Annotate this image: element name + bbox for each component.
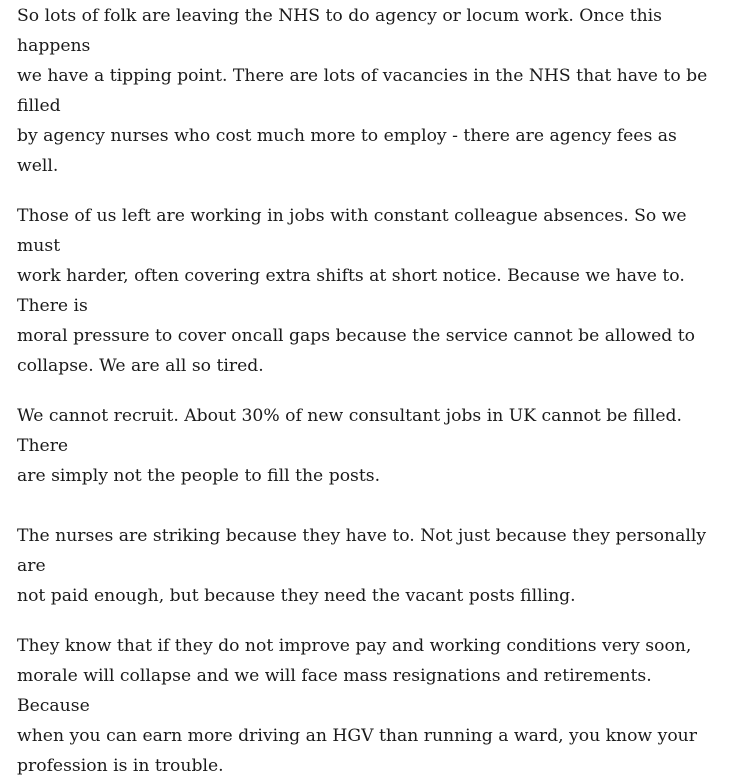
paragraph-pay-conditions: They know that if they do not improve pay and working conditions very soon, morale will collapse and we will face mass resignations and retirements. Because when you can earn more driving an HGV than running a ward, you know your profession is in trouble. — [17, 636, 697, 776]
article-body — [17, 0, 723, 781]
paragraph-colleague-absences: Those of us left are working in jobs with constant colleague absences. So we must work harder, often covering extra shifts at short notice. Because we have to. There is moral pressure to cover oncall gaps because the service cannot be allowed to collapse. We are all so tired. — [17, 206, 695, 376]
paragraph-agency-work: So lots of folk are leaving the NHS to do agency or locum work. Once this happens we have a tipping point. There are lots of vacancies in the NHS that have to be filled by agency nurses who cost much more to employ - there are agency fees as well. — [17, 6, 708, 176]
paragraph-recruitment: We cannot recruit. About 30% of new consultant jobs in UK cannot be filled. There are simply not the people to fill the posts. — [17, 406, 682, 486]
paragraph-nurses-striking: The nurses are striking because they have to. Not just because they personally are not paid enough, but because they need the vacant posts filling. — [17, 526, 707, 606]
